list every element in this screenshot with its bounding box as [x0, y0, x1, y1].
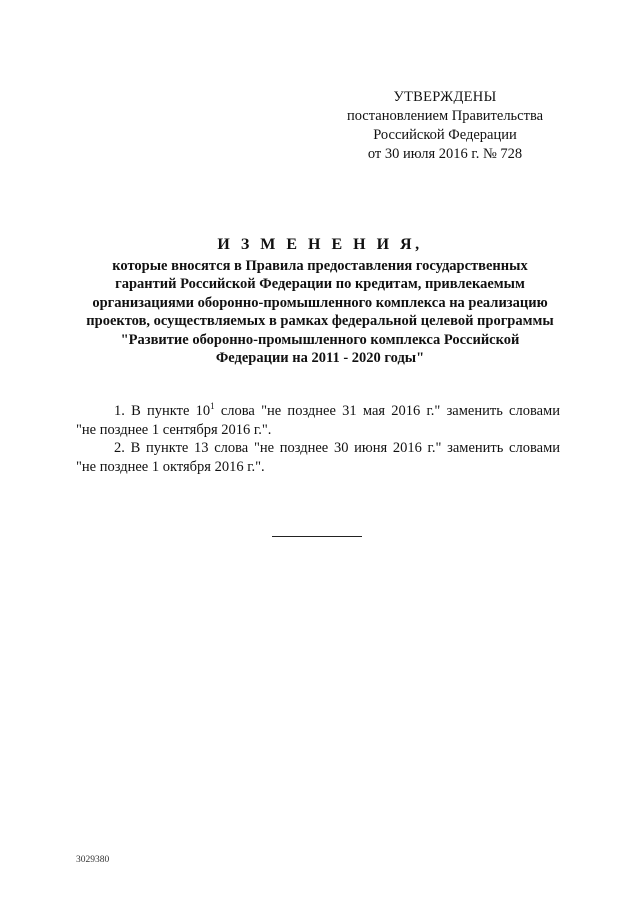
title-line: "Развитие оборонно-промышленного комплекса Российской	[120, 331, 520, 348]
amendment-item-1-first-line	[76, 402, 560, 421]
superscript: 1	[210, 401, 215, 412]
amendment-item-2	[76, 439, 560, 476]
approval-line-3: от 30 июля 2016 г. № 728	[367, 146, 523, 162]
title-line: Федерации на 2011 - 2020 годы"	[215, 350, 425, 366]
title-heading: И З М Е Н Е Н И Я,	[217, 236, 423, 253]
approval-line-2: Российской Федерации	[373, 127, 517, 143]
title-line: гарантий Российской Федерации по кредитам, привлекаемым	[115, 276, 525, 292]
amendment-item-1-post: слова "не позднее 31 мая 2016 г." заменить словами	[214, 403, 560, 419]
end-divider	[272, 536, 362, 537]
amendment-item-1-pre: 1. В пункте 10	[114, 403, 211, 419]
document-code: 3029380	[76, 855, 110, 865]
approved-label: УТВЕРЖДЕНЫ	[393, 89, 497, 105]
amendment-item-2-continuation: "не позднее 1 октября 2016 г.".	[76, 458, 265, 475]
title-line: проектов, осуществляемых в рамках федеральной целевой программы	[86, 313, 554, 329]
amendment-item-1-continuation: "не позднее 1 сентября 2016 г.".	[76, 421, 272, 438]
amendment-item-2-first-line: 2. В пункте 13 слова "не позднее 30 июня 2016 г." заменить словами	[114, 440, 560, 456]
title-line: которые вносятся в Правила предоставления государственных	[112, 257, 528, 274]
amendment-item-1	[76, 402, 560, 439]
document-title	[60, 236, 580, 368]
amendments-list	[76, 402, 560, 476]
approval-line-1: постановлением Правительства	[346, 108, 544, 124]
title-line: организациями оборонно-промышленного комплекса на реализацию	[92, 294, 548, 311]
approval-block	[330, 88, 560, 164]
